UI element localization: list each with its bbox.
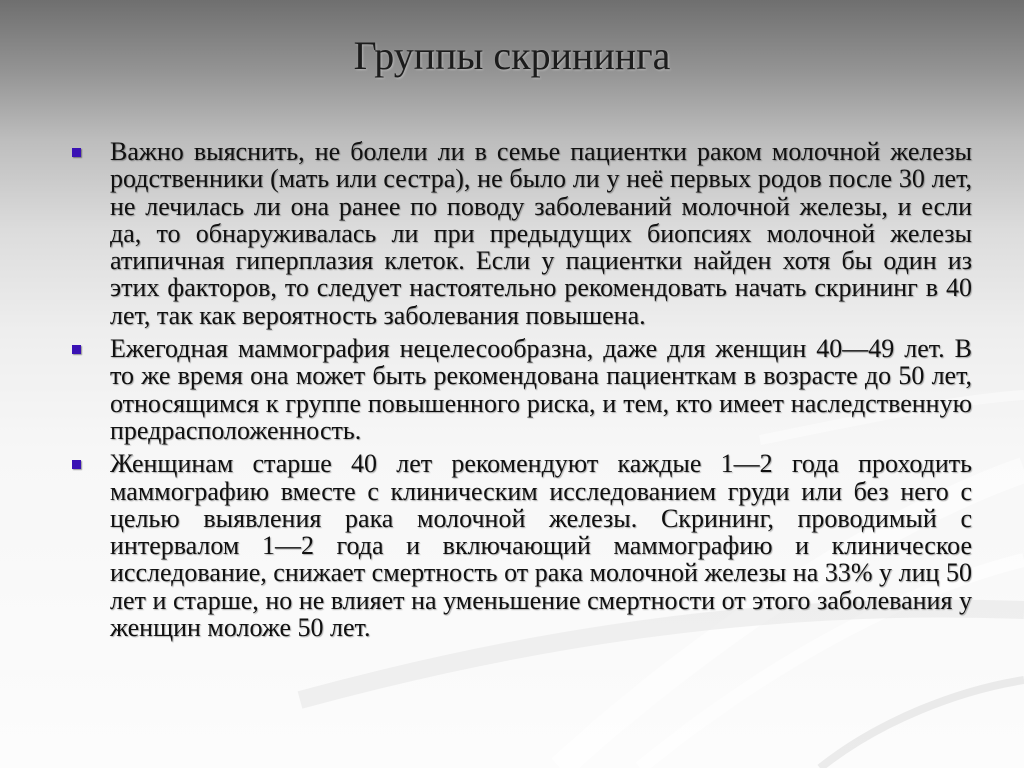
bullet-text: Важно выяснить, не болели ли в семье пациентки раком молочной железы родственники (мать или сестра), не было ли у неё первых родов после 30 лет, не лечилась ли она ранее по поводу заболеваний молочной железы, и если да, то обнаруживалась ли при предыдущих биопсиях молочной железы атипичная гиперплазия клеток. Если у пациентки найден хотя бы один из этих факторов, то следует настоятельно рекомендовать начать скрининг в 40 лет, так как вероятность заболевания повышена. [110, 137, 972, 330]
bullet-list [70, 138, 972, 647]
bullet-item [70, 335, 972, 444]
bullet-item [70, 450, 972, 641]
slide-title: Группы скрининга [353, 33, 671, 78]
bullet-square-icon [72, 460, 81, 469]
bullet-item [70, 138, 972, 329]
bullet-square-icon [72, 345, 81, 354]
bullet-text: Ежегодная маммография нецелесообразна, даже для женщин 40—49 лет. В то же время она может быть рекомендована пациенткам в возрасте до 50 лет, относящимся к группе повышенного риска, и тем, кто имеет наследственную предрасположенность. [110, 334, 972, 445]
bullet-square-icon [72, 148, 81, 157]
bullet-text: Женщинам старше 40 лет рекомендуют каждые 1—2 года проходить маммографию вместе с клиническим исследованием груди или без него с целью выявления рака молочной железы. Скрининг, проводимый с интервалом 1—2 года и включающий маммографию и клиническое исследование, снижает смертность от рака молочной железы на 33% у лиц 50 лет и старше, но не влияет на уменьшение смертности от этого заболевания у женщин моложе 50 лет. [110, 449, 972, 643]
